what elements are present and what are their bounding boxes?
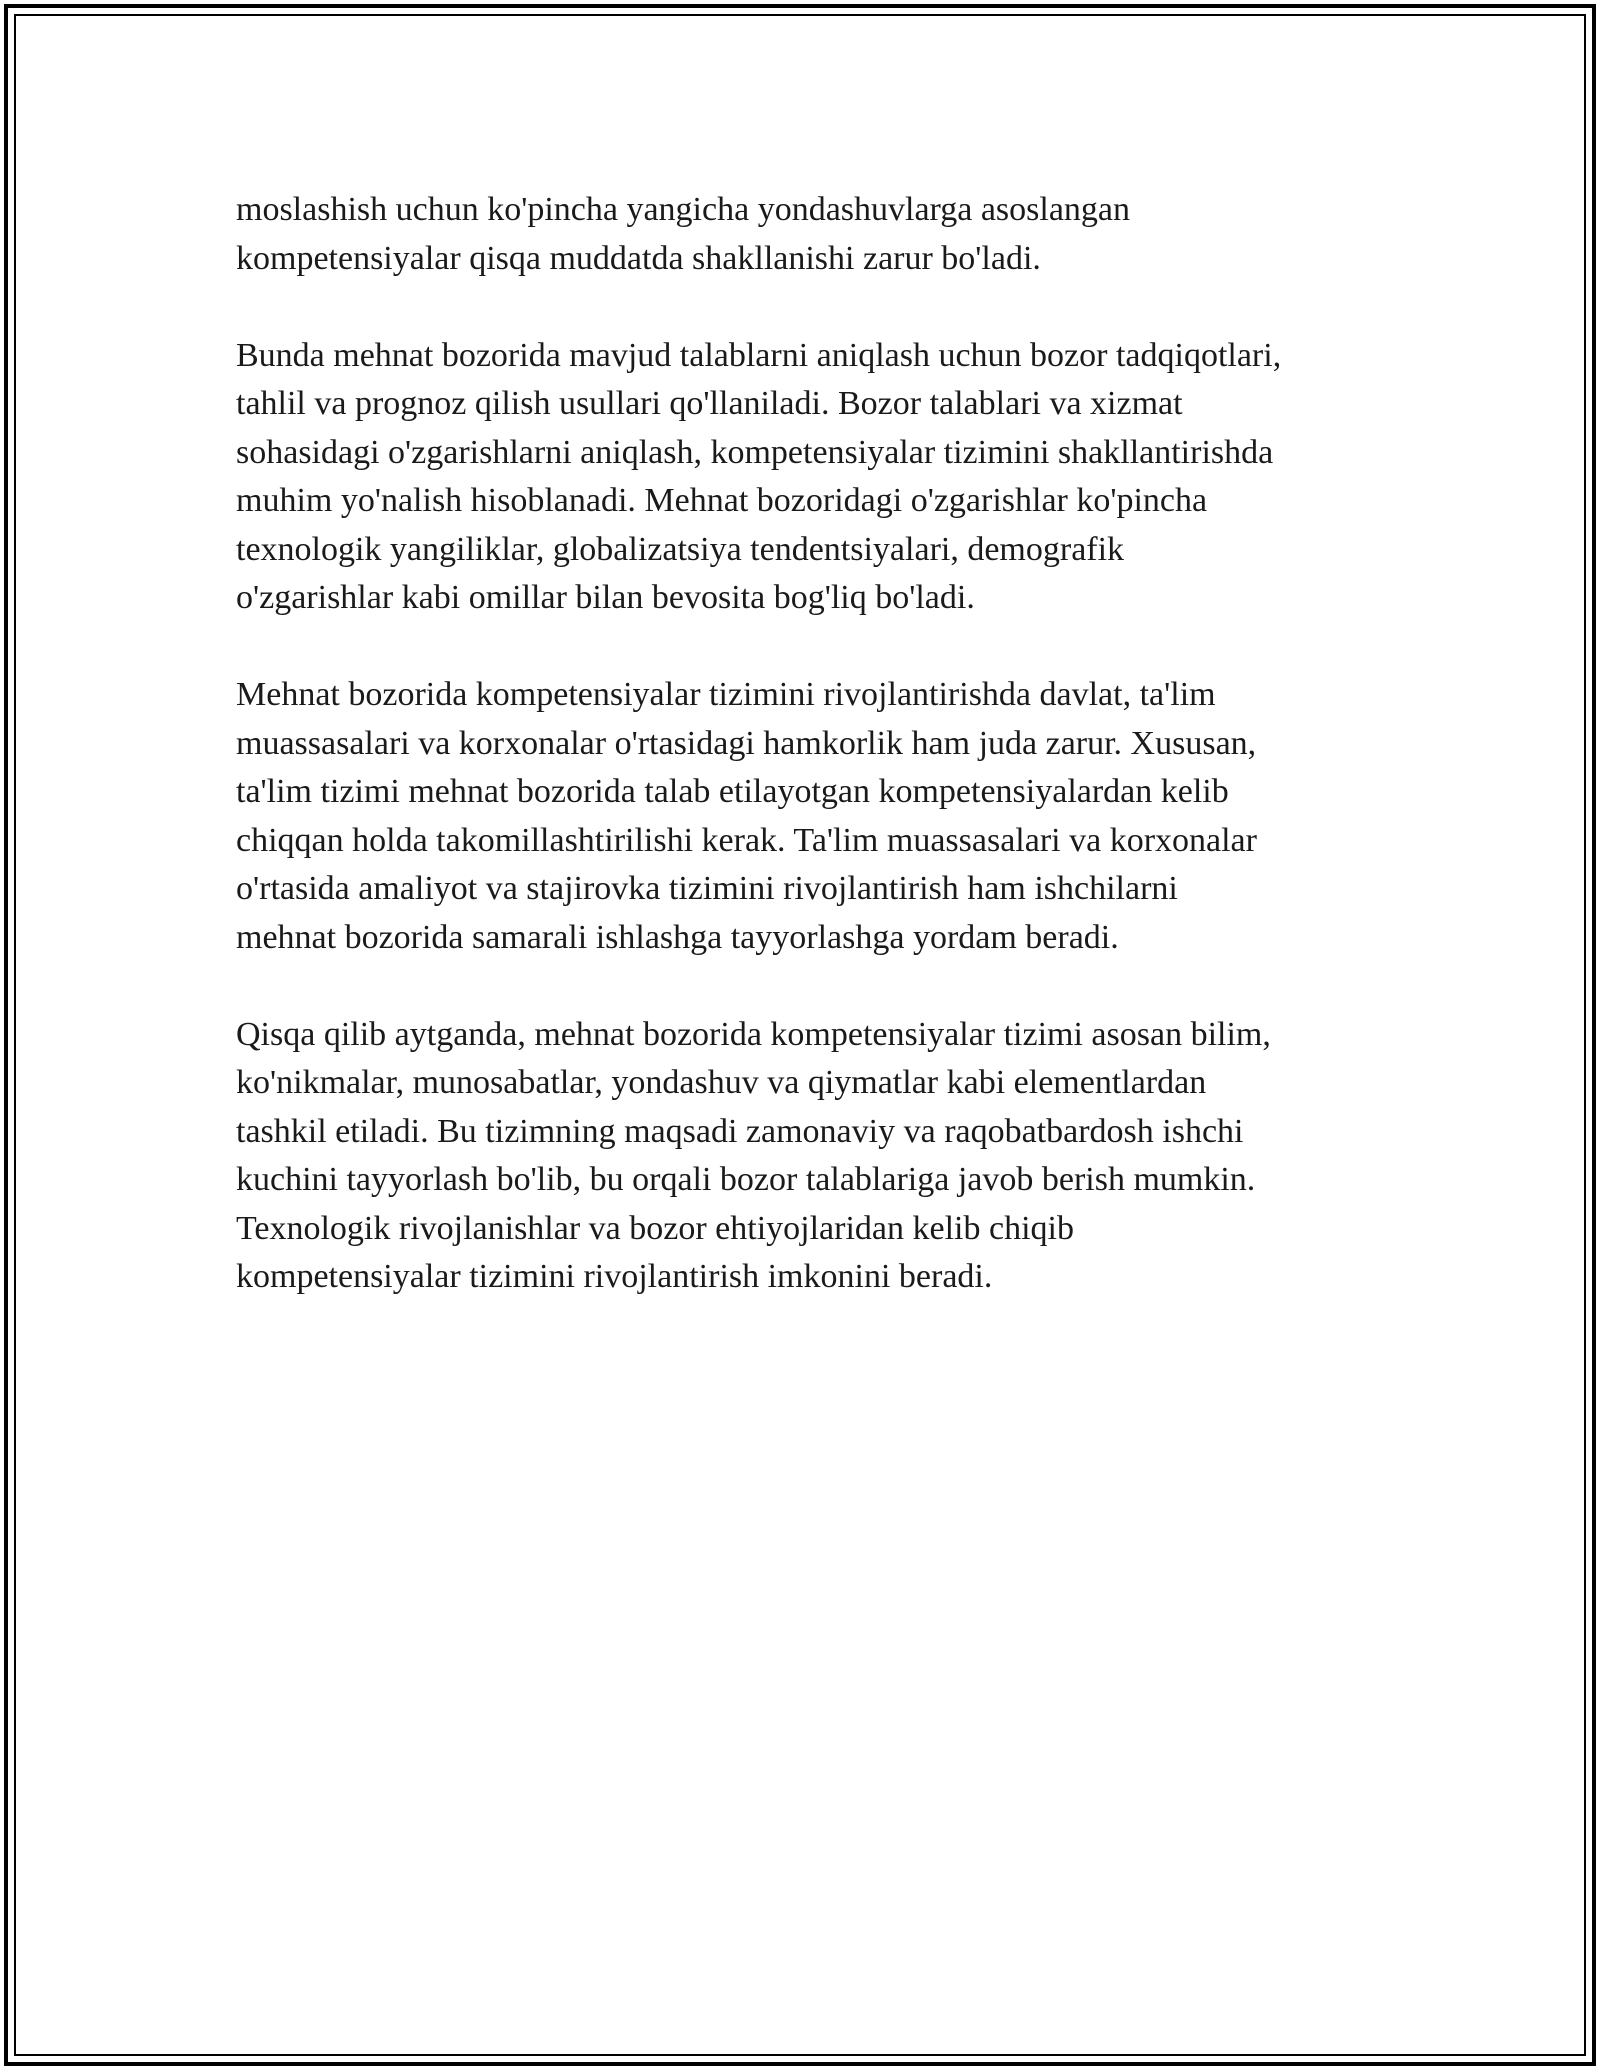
paragraph-4: Qisqa qilib aytganda, mehnat bozorida kompetensiyalar tizimi asosan bilim, ko'nikmalar, munosabatlar, yondashuv va qiymatlar kabi elementlardan tashkil etiladi. Bu tizimning maqsadi zamonaviy va raqobatbardosh ishchi kuchini tayyorlash bo'lib, bu orqali bozor talablariga javob berish mumkin. Texnologik rivojlanishlar va bozor ehtiyojlaridan kelib chiqib kompetensiyalar tizimini rivojlantirish imkonini beradi.: [236, 1015, 1271, 1295]
paragraph-2: Bunda mehnat bozorida mavjud talablarni aniqlash uchun bozor tadqiqotlari, tahlil va prognoz qilish usullari qo'llaniladi. Bozor talablari va xizmat sohasidagi o'zgarishlarni aniqlash, kompetensiyalar tizimini shakllantirishda muhim yo'nalish hisoblanadi. Mehnat bozoridagi o'zgarishlar ko'pincha texnologik yangiliklar, globalizatsiya tendentsiyalari, demografik o'zgarishlar kabi omillar bilan bevosita bog'liq bo'ladi.: [236, 336, 1282, 616]
paragraph-3: Mehnat bozorida kompetensiyalar tizimini rivojlantirishda davlat, ta'lim muassasalari va korxonalar o'rtasidagi hamkorlik ham juda zarur. Xususan, ta'lim tizimi mehnat bozorida talab etilayotgan kompetensiyalardan kelib chiqqan holda takomillashtirilishi kerak. Ta'lim muassasalari va korxonalar o'rtasida amaliyot va stajirovka tizimini rivojlantirish ham ishchilarni mehnat bozorida samarali ishlashga tayyorlashga yordam beradi.: [236, 676, 1257, 956]
paragraph-1: moslashish uchun ko'pincha yangicha yondashuvlarga asoslangan kompetensiyalar qisqa muddatda shakllanishi zarur bo'ladi.: [236, 191, 1131, 277]
document-body: [236, 186, 1376, 1350]
